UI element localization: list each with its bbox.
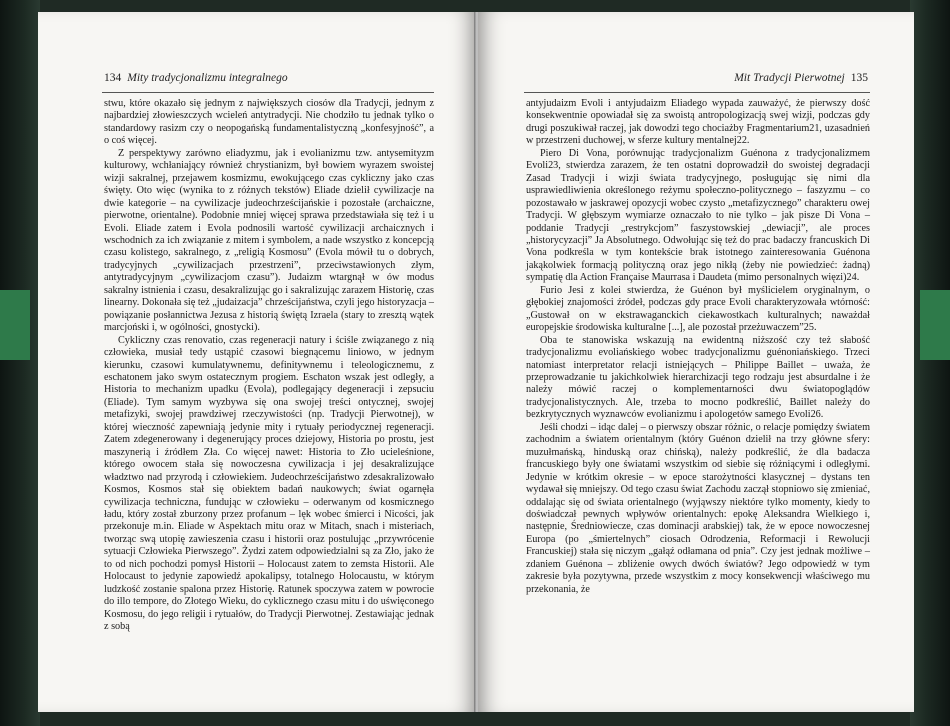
- left-paragraph-3: Cykliczny czas renovatio, czas regeneracji natury i ściśle związanego z nią człowieka, musiał tedy ustąpić czasowi biegnącemu liniowo, w jednym kierunku, czasowi kumulatywnemu, definitywnemu i teleologicznemu, z eschatonem jako swym ostatecznym progiem. Eschaton wszak jest odległy, a Historia to mechanizm upadku (Evola), podlegający degeneracji i zepsuciu (Eliade). Tym samym wyzbywa się ona swojej treści ontycznej, swojej metafizyki, swojej prawdziwej rzeczywistości (np. Tradycji Pierwotnej), w której wieczność zapewniają jedynie mity i rytuały periodycznej regeneracji. Zatem zdegenerowany i degenerujący proces dziejowy, Historia po prostu, jest maszynerią i źródłem Zła. Co więcej nawet: Historia to Zło ucieleśnione, którego owocem stała się nowoczesna cywilizacja i jej desakralizujące władztwo nad przyrodą i człowiekiem. Judeochrześcijaństwo zdesakralizowało Kosmos, Kosmos stał się obiektem badań naukowych; świat ogarnęła cywilizacja techniczna, fundując w człowieku – oderwanym od kosmicznego ładu, który został zburzony przez profanum – lęk wobec śmierci i Nicości, jak przekonuje m.in. Eliade w Aspektach mitu oraz w Mitach, snach i misteriach, tworząc swą utopię zawieszenia czasu i historii oraz postulując „przywrócenie sytuacji Człowieka Pierwszego”. Żydzi zatem odpowiedzialni są za Zło, jako że to od nich pochodzi pomysł Historii – Holocaust zatem to zemsta Historii. Ale Holocaust to jedynie zapowiedź apokalipsy, totalnego Holocaustu, w którym ludzkość zostanie spalona przez Historię. Ratunek spoczywa zatem w powrocie do illo tempore, do Złotego Wieku, do cyklicznego czasu mitu i do uświęconego Kosmosu, do jego religii i rytuałów, do Tradycji Pierwotnej. Zestawiając jednak z sobą: [104, 334, 434, 633]
- left-running-title: Mity tradycjonalizmu integralnego: [127, 72, 288, 84]
- left-paragraph-1: stwu, które okazało się jednym z największych ciosów dla Tradycji, jednym z najbardziej złowieszczych wcieleń antytradycji. Nie chodziło tu jednak tylko o standardowy rasizm czy o neopogańską fundamentalistyczną „konfesyjność”, a o coś więcej.: [104, 98, 434, 147]
- right-running-title: Mit Tradycji Pierwotnej: [734, 72, 845, 84]
- left-running-header: [104, 72, 294, 84]
- left-page-body: [104, 98, 434, 633]
- right-page-number: 135: [850, 72, 868, 84]
- right-header-rule: [524, 92, 870, 93]
- right-edge-tab: [920, 290, 950, 360]
- right-running-header: [728, 72, 868, 84]
- right-book-edge: [910, 0, 950, 726]
- right-paragraph-4: Oba te stanowiska wskazują na ewidentną niższość czy też słabość tradycjonalizmu evoliańskiego wobec tradycjonalizmu guénoniańskiego. Trzeci natomiast interpretator relacji istniejących – Philippe Baillet – uważa, że przeprowadzanie tu jakichkolwiek hierarchizacji tego rodzaju jest absurdalne i że należy mówić raczej o komplementarności dwu światopoglądów tradycjonalistycznych. Ale, trzeba to mocno podkreślić, Baillet należy do bezkrytycznych wyznawców evolianizmu i apologetów samego Evoli26.: [526, 334, 870, 421]
- right-paragraph-1: antyjudaizm Evoli i antyjudaizm Eliadego wypada zauważyć, że pierwszy dość konsekwentnie opowiadał się za swoistą antropologizacją swej wizji, podczas gdy drugi poszukiwał raczej, jak dowodzi tego chociażby Fragmentarium21, uzasadnień w przestrzeni duchowej, w sferze kultury mentalnej22.: [526, 98, 870, 147]
- right-paragraph-3: Furio Jesi z kolei stwierdza, że Guénon był myślicielem oryginalnym, o głębokiej znajomości źródeł, podczas gdy prace Evoli charakteryzowała wtórność: „Gustował on w ekstrawaganckich ciekawostkach kulturalnych; naważdał europejskie środowiska kulturalne [...], ale pozostał przeżuwaczem”25.: [526, 284, 870, 334]
- left-header-rule: [102, 92, 434, 93]
- left-edge-tab: [0, 290, 30, 360]
- right-page-body: [526, 98, 870, 596]
- left-page: [38, 12, 476, 712]
- left-paragraph-2: Z perspektywy zarówno eliadyzmu, jak i evolianizmu tzw. antysemityzm kulturowy, wchłaniający również chrystianizm, był bowiem wyrazem swoistej wizji sakralnej, przejawem kosmizmu, ewokującego czas cykliczny jako czas święty. Oto więc (wynika to z różnych tekstów) Eliade dzielił cywilizacje na dwie kategorie – na cywilizacje judeochrześcijańskie i pozostałe (archaiczne, pierwotne, orientalne). Podobnie mniej więcej sprawa przedstawiała się też i u Evoli. Eliade zatem i Evola podnosili wartość cywilizacji archaicznych i wschodnich za ich związanie z mitem i symbolem, a nade wszystko z koncepcją czasu kolistego, sakralnego, z „religią Kosmosu” (Evola mówił tu o dobrych, tradycyjnych „cywilizacjach przestrzeni”, przeciwstawionych złym, antytradycyjnym „cywilizacjom czasu”). Judaizm wtargnął w ów modus sakralny istnienia i czasu, desakralizując go i sakralizując zarazem Historię, czas linearny. Dokonała się też „judaizacja” chrześcijaństwa, czyli jego historyzacja – powiązanie posłannictwa Jezusa z historią świętą Izraela (stary to zresztą wątek marcjoński i, w ogólności, gnostycki).: [104, 147, 434, 334]
- left-book-edge: [0, 0, 40, 726]
- left-page-number: 134: [104, 72, 122, 84]
- right-paragraph-2: Piero Di Vona, porównując tradycjonalizm Guénona z tradycjonalizmem Evoli23, stwierdza zarazem, że ten ostatni doprowadził do swoistej degradacji Zasad Tradycji i wizji świata tradycyjnego, posługując się nimi dla usprawiedliwienia określonego reżymu społeczno-politycznego – faszyzmu – co pozostawało w jaskrawej opozycji wobec czysto „metafizycznego” charakteru owej Tradycji. W głębszym wymiarze oznaczało to nie tylko – jak pisze Di Vona – poddanie Tradycji „restrykcjom” faszystowskiej „dewiacji”, ale proces „historycyzacji” Ja Absolutnego. Odwołując się też do prac badaczy francuskich Di Vona podkreśla w tym kontekście brak istotnego zainteresowania Guénona jakąkolwiek formacją polityczną oraz jego nikłą (żeby nie powiedzieć: żadną) sympatię dla Action Française Maurrasa i Daudeta (mimo personalnych więzi)24.: [526, 147, 870, 284]
- right-paragraph-5: Jeśli chodzi – idąc dalej – o pierwszy obszar różnic, o relacje pomiędzy światem zachodnim a światem orientalnym (który Guénon dzielił na trzy główne sfery: muzułmańską, hinduską oraz chińską), należy podkreślić, że dla badacza francuskiego były one światami wszystkim od siebie się różniącymi i odległymi. Jedynie w krótkim okresie – w epoce starożytności klasycznej – dystans ten wydawał się mniejszy. Od tego czasu świat Zachodu zaczął stopniowo się zmieniać, oddalając się od świata orientalnego (wyjąwszy niektóre tylko momenty, kiedy to doświadczał pewnych wpływów orientalnych: epokę Aleksandra Wielkiego i, następnie, Średniowiecze, czas dominacji arabskiej) tak, że w epoce nowoczesnej Europa (po „śmiertelnych” ciosach Odrodzenia, Reformacji i Rewolucji Francuskiej) stała się niczym „gałąź odłamana od pnia”. Czy jest jednak możliwe – zdaniem Guénona – zbliżenie owych dwóch światów? Jego odpowiedź w tym zakresie była pozytywna, przede wszystkim z mocy konsekwencji właściwego mu przekonania, że: [526, 421, 870, 595]
- right-page: [478, 12, 914, 712]
